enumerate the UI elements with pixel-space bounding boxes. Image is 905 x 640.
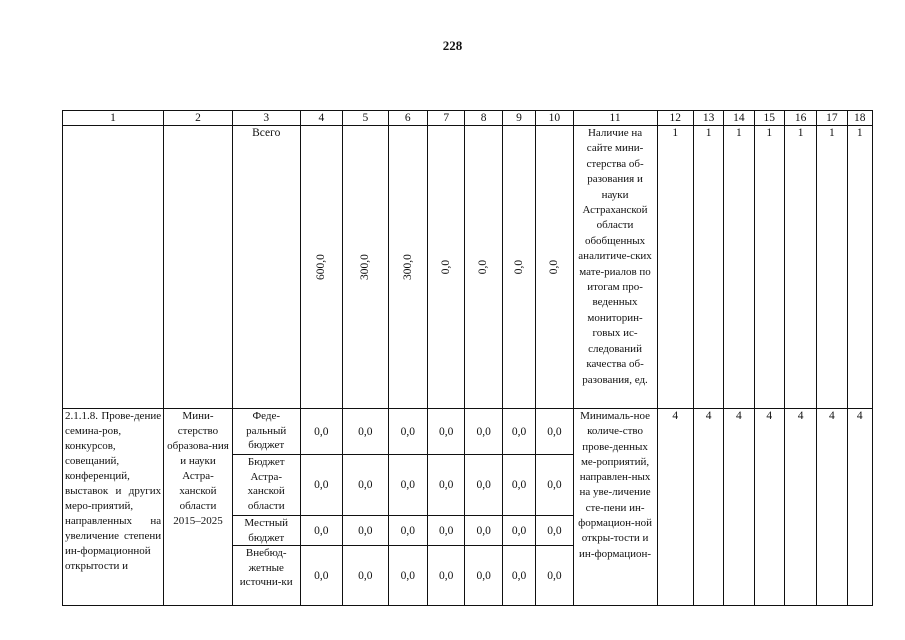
col-header: 15 [754,111,784,126]
col-header: 1 [63,111,164,126]
target-value: 4 [784,409,816,606]
source-value: 0,0 [465,546,502,606]
indicator-text: Минималь-ное количе-ство прове-денных ме-роприятий, направлен-ных на уве-личение сте-пени ин-формацион-ной откры-тости и ин-формацион- [573,409,657,606]
source-value: 0,0 [343,455,389,516]
source-value: 0,0 [502,455,535,516]
target-value: 1 [754,126,784,409]
source-value: 0,0 [536,546,573,606]
source-name: Местный бюджет [232,516,300,546]
empty-cell [164,126,233,409]
target-value: 4 [693,409,723,606]
source-value: 0,0 [388,409,427,455]
source-value: 0,0 [502,409,535,455]
target-value: 4 [847,409,872,606]
target-value: 4 [657,409,693,606]
col-header: 11 [573,111,657,126]
source-value: 0,0 [502,546,535,606]
col-header: 8 [465,111,502,126]
source-value: 0,0 [300,455,342,516]
source-value: 0,0 [300,409,342,455]
target-value: 4 [724,409,754,606]
target-value: 1 [657,126,693,409]
target-value: 1 [847,126,872,409]
source-value: 0,0 [388,455,427,516]
col-header: 9 [502,111,535,126]
col-header: 5 [343,111,389,126]
col-header: 2 [164,111,233,126]
source-name: Бюджет Астра-ханской области [232,455,300,516]
total-value: 0,0 [502,126,535,409]
col-header: 10 [536,111,573,126]
source-value: 0,0 [343,516,389,546]
total-value: 300,0 [388,126,427,409]
target-value: 4 [817,409,847,606]
col-header: 13 [693,111,723,126]
total-value: 0,0 [536,126,573,409]
event-name: 2.1.1.8. Прове-дение семина-ров, конкурсов, совещаний, конференций, выставок и других меро-приятий, направленных на увеличение степени ин-формационной открытости и [63,409,164,606]
source-value: 0,0 [536,455,573,516]
total-value: 300,0 [343,126,389,409]
total-row [63,126,873,409]
empty-cell [63,126,164,409]
col-header: 16 [784,111,816,126]
col-header: 4 [300,111,342,126]
col-header: 17 [817,111,847,126]
program-table [62,110,873,606]
col-header: 18 [847,111,872,126]
target-value: 4 [754,409,784,606]
source-row [63,409,873,455]
source-value: 0,0 [300,546,342,606]
total-value: 0,0 [428,126,465,409]
target-value: 1 [724,126,754,409]
source-value: 0,0 [428,455,465,516]
source-value: 0,0 [465,455,502,516]
source-value: 0,0 [502,516,535,546]
header-row [63,111,873,126]
source-name: Внебюд-жетные источни-ки [232,546,300,606]
source-value: 0,0 [343,546,389,606]
executor: Мини-стерство образова-ния и науки Астра-ханской области 2015–2025 [164,409,233,606]
source-value: 0,0 [465,516,502,546]
source-value: 0,0 [536,516,573,546]
col-header: 6 [388,111,427,126]
col-header: 14 [724,111,754,126]
target-value: 1 [693,126,723,409]
source-value: 0,0 [388,546,427,606]
source-value: 0,0 [428,516,465,546]
source-value: 0,0 [428,546,465,606]
page-number: 228 [442,38,463,53]
target-value: 1 [817,126,847,409]
indicator-text: Наличие на сайте мини-стерства об-разования и науки Астраханской области обобщенных аналитиче-ских мате-риалов по итогам про-веденных мониторин-говых ис-следований качества об-разования, ед. [573,126,657,409]
source-value: 0,0 [343,409,389,455]
col-header: 7 [428,111,465,126]
source-value: 0,0 [465,409,502,455]
target-value: 1 [784,126,816,409]
source-value: 0,0 [536,409,573,455]
total-value: 600,0 [300,126,342,409]
col-header: 3 [232,111,300,126]
source-value: 0,0 [300,516,342,546]
source-name: Феде-ральный бюджет [232,409,300,455]
source-value: 0,0 [388,516,427,546]
source-value: 0,0 [428,409,465,455]
col-header: 12 [657,111,693,126]
total-value: 0,0 [465,126,502,409]
total-label: Всего [232,126,300,409]
